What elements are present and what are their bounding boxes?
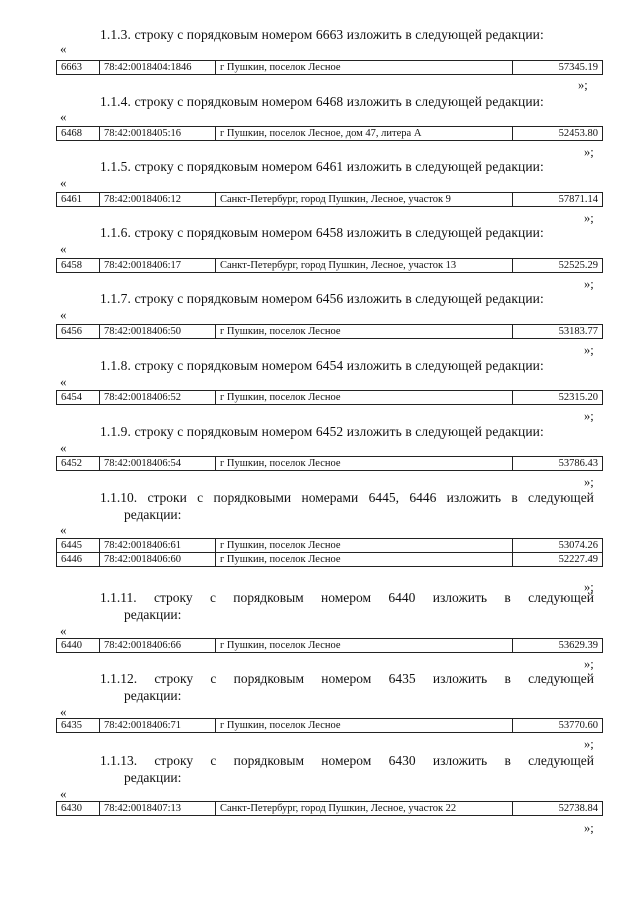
close-quote: »; [584, 737, 594, 751]
row-number: 6440 [57, 639, 100, 653]
heading-word: 6446 [409, 490, 437, 505]
heading-word: в [504, 590, 511, 605]
address: г Пушкин, поселок Лесное [216, 553, 513, 567]
table-row [57, 127, 603, 141]
value: 52525.29 [513, 259, 603, 273]
heading-word: с [197, 490, 204, 505]
close-quote: »; [584, 475, 594, 489]
table-row [57, 719, 603, 733]
address: Санкт-Петербург, город Пушкин, Лесное, участок 13 [216, 259, 513, 273]
heading-word: в [511, 490, 518, 505]
cadastral-number: 78:42:0018406:61 [100, 539, 216, 553]
heading-word: порядковым [233, 590, 304, 605]
cadastral-number: 78:42:0018406:60 [100, 553, 216, 567]
address: г Пушкин, поселок Лесное [216, 539, 513, 553]
row-number: 6454 [57, 391, 100, 405]
cadastral-number: 78:42:0018406:50 [100, 325, 216, 339]
table-row [57, 639, 603, 653]
heading-word: номером [321, 753, 372, 768]
cadastral-number: 78:42:0018406:52 [100, 391, 216, 405]
row-number: 6452 [57, 457, 100, 471]
close-quote: »; [584, 211, 594, 225]
open-quote: « [60, 522, 67, 537]
value: 52227.49 [513, 553, 603, 567]
row-number: 6458 [57, 259, 100, 273]
heading-word: порядковым [233, 671, 305, 686]
close-quote: »; [584, 821, 594, 835]
heading-line-1 [100, 752, 594, 769]
heading-word: 6440 [388, 590, 416, 605]
value: 53786.43 [513, 457, 603, 471]
address: Санкт-Петербург, город Пушкин, Лесное, участок 22 [216, 802, 513, 816]
data-table [56, 60, 603, 75]
heading-line-2: редакции: [124, 770, 182, 785]
address: г Пушкин, поселок Лесное [216, 391, 513, 405]
heading-word: 1.1.10. [100, 490, 138, 505]
row-number: 6446 [57, 553, 100, 567]
heading-word: строку [154, 753, 194, 768]
address: г Пушкин, поселок Лесное, дом 47, литера А [216, 127, 513, 141]
heading-word: в [504, 671, 511, 686]
close-quote: »; [584, 277, 594, 291]
data-table [56, 638, 603, 653]
cadastral-number: 78:42:0018406:54 [100, 457, 216, 471]
heading-word: следующей [528, 753, 594, 768]
data-table [56, 456, 603, 471]
address: г Пушкин, поселок Лесное [216, 325, 513, 339]
cadastral-number: 78:42:0018406:71 [100, 719, 216, 733]
open-quote: « [60, 241, 67, 256]
row-number: 6461 [57, 193, 100, 207]
close-quote: »; [584, 657, 594, 671]
value: 53770.60 [513, 719, 603, 733]
heading-word: изложить [432, 590, 488, 605]
heading-line-1 [100, 489, 594, 506]
row-number: 6430 [57, 802, 100, 816]
table-row [57, 391, 603, 405]
table-row [57, 539, 603, 553]
heading-word: следующей [528, 490, 594, 505]
section-heading: 1.1.3. строку с порядковым номером 6663 изложить в следующей редакции: [100, 27, 544, 42]
table-row [57, 802, 603, 816]
value: 53629.39 [513, 639, 603, 653]
open-quote: « [60, 704, 67, 719]
heading-word: изложить [432, 753, 488, 768]
table-row [57, 259, 603, 273]
data-table [56, 801, 603, 816]
heading-word: строку [154, 671, 194, 686]
data-table [56, 538, 603, 567]
section-heading: 1.1.4. строку с порядковым номером 6468 изложить в следующей редакции: [100, 94, 544, 109]
cadastral-number: 78:42:0018404:1846 [100, 61, 216, 75]
heading-word: 1.1.11. [100, 590, 137, 605]
heading-word: номером [321, 671, 372, 686]
value: 57871.14 [513, 193, 603, 207]
table-row [57, 553, 603, 567]
value: 57345.19 [513, 61, 603, 75]
open-quote: « [60, 307, 67, 322]
heading-line-2: редакции: [124, 607, 182, 622]
close-quote: »; [584, 409, 594, 423]
open-quote: « [60, 623, 67, 638]
cadastral-number: 78:42:0018406:12 [100, 193, 216, 207]
heading-word: номером [321, 590, 372, 605]
row-number: 6456 [57, 325, 100, 339]
table-row [57, 325, 603, 339]
address: г Пушкин, поселок Лесное [216, 61, 513, 75]
section-heading: 1.1.8. строку с порядковым номером 6454 изложить в следующей редакции: [100, 358, 544, 373]
open-quote: « [60, 440, 67, 455]
row-number: 6435 [57, 719, 100, 733]
heading-word: номерами [301, 490, 359, 505]
address: г Пушкин, поселок Лесное [216, 457, 513, 471]
open-quote: « [60, 109, 67, 124]
open-quote: « [60, 374, 67, 389]
heading-word: порядковым [233, 753, 305, 768]
section-heading: 1.1.7. строку с порядковым номером 6456 изложить в следующей редакции: [100, 291, 544, 306]
cadastral-number: 78:42:0018406:66 [100, 639, 216, 653]
heading-word: 1.1.13. [100, 753, 138, 768]
address: г Пушкин, поселок Лесное [216, 639, 513, 653]
heading-line-1 [100, 589, 594, 606]
row-number: 6663 [57, 61, 100, 75]
heading-word: строку [153, 590, 193, 605]
row-number: 6445 [57, 539, 100, 553]
heading-word: изложить [432, 671, 488, 686]
heading-word: в [504, 753, 511, 768]
cadastral-number: 78:42:0018407:13 [100, 802, 216, 816]
address: Санкт-Петербург, город Пушкин, Лесное, участок 9 [216, 193, 513, 207]
section-heading [100, 752, 594, 786]
heading-line-2: редакции: [124, 688, 182, 703]
section-heading: 1.1.9. строку с порядковым номером 6452 изложить в следующей редакции: [100, 424, 544, 439]
section-heading: 1.1.5. строку с порядковым номером 6461 изложить в следующей редакции: [100, 159, 544, 174]
open-quote: « [60, 41, 67, 56]
table-row [57, 193, 603, 207]
section-heading: 1.1.6. строку с порядковым номером 6458 изложить в следующей редакции: [100, 225, 544, 240]
heading-word: 6445, [368, 490, 399, 505]
data-table [56, 258, 603, 273]
cadastral-number: 78:42:0018406:17 [100, 259, 216, 273]
heading-word: 1.1.12. [100, 671, 138, 686]
section-heading [100, 670, 594, 704]
value: 53183.77 [513, 325, 603, 339]
data-table [56, 324, 603, 339]
heading-line-2: редакции: [124, 507, 182, 522]
value: 52738.84 [513, 802, 603, 816]
section-heading [100, 589, 594, 623]
heading-word: изложить [446, 490, 501, 505]
row-number: 6468 [57, 127, 100, 141]
value: 52453.80 [513, 127, 603, 141]
value: 53074.26 [513, 539, 603, 553]
heading-word: с [210, 671, 217, 686]
heading-word: с [210, 753, 217, 768]
heading-word: 6435 [388, 671, 416, 686]
heading-word: следующей [528, 590, 594, 605]
section-heading [100, 489, 594, 523]
data-table [56, 126, 603, 141]
heading-word: с [209, 590, 216, 605]
cadastral-number: 78:42:0018405:16 [100, 127, 216, 141]
data-table [56, 192, 603, 207]
address: г Пушкин, поселок Лесное [216, 719, 513, 733]
open-quote: « [60, 786, 67, 801]
value: 52315.20 [513, 391, 603, 405]
open-quote: « [60, 175, 67, 190]
table-row [57, 457, 603, 471]
data-table [56, 718, 603, 733]
close-quote: »; [584, 580, 594, 594]
data-table [56, 390, 603, 405]
heading-line-1 [100, 670, 594, 687]
heading-word: следующей [528, 671, 594, 686]
table-row [57, 61, 603, 75]
close-quote: »; [584, 343, 594, 357]
heading-word: строки [147, 490, 187, 505]
close-quote: »; [584, 145, 594, 159]
heading-word: порядковыми [213, 490, 292, 505]
heading-word: 6430 [388, 753, 416, 768]
close-quote: »; [578, 78, 588, 92]
